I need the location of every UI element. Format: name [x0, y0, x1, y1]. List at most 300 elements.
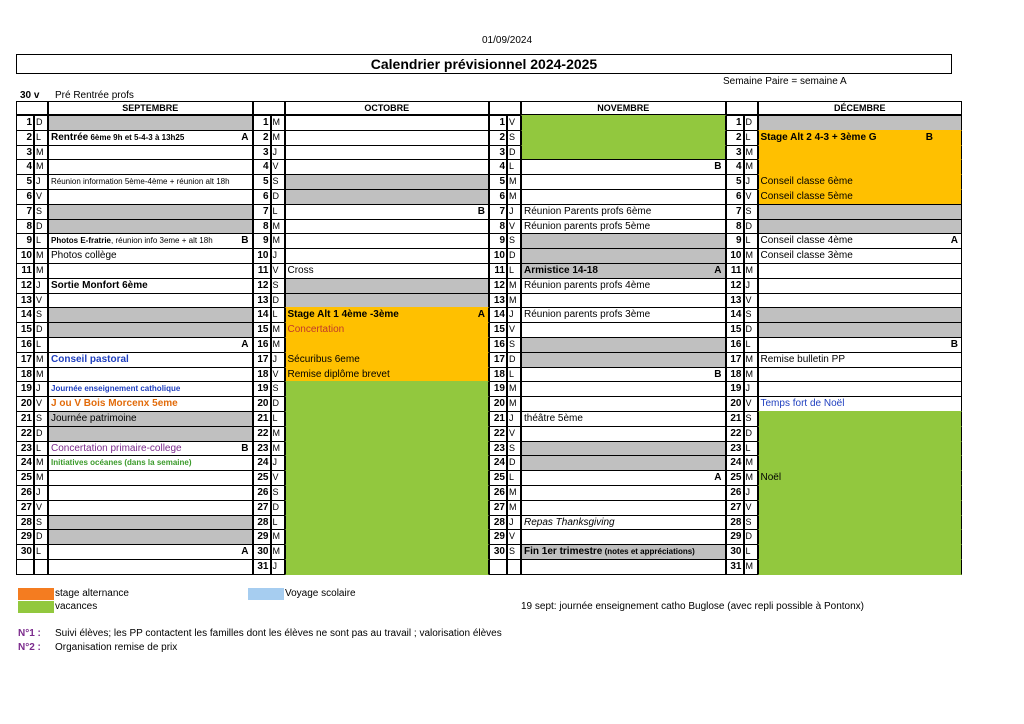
day-event-cell: [48, 219, 253, 235]
day-number: 21: [489, 411, 507, 427]
month-header-spacer: [489, 101, 521, 115]
day-of-week: M: [271, 544, 285, 560]
day-of-week: L: [34, 441, 48, 457]
day-number: 27: [489, 500, 507, 516]
day-event-cell: [285, 278, 490, 294]
day-event-cell: [285, 544, 490, 560]
day-number: 19: [16, 381, 34, 397]
day-event-cell: [285, 204, 490, 220]
day-number: 14: [726, 307, 744, 323]
day-event-cell: [758, 159, 963, 175]
day-number: 13: [253, 293, 271, 309]
day-event-cell: [521, 441, 726, 457]
day-event-cell: [521, 485, 726, 501]
event-text: Cross: [287, 265, 314, 276]
day-number: 16: [489, 337, 507, 353]
day-event-cell: [758, 293, 963, 309]
day-of-week: J: [744, 485, 758, 501]
day-event-cell: [521, 544, 726, 560]
day-event-cell: [521, 130, 726, 146]
day-of-week: S: [271, 278, 285, 294]
day-number: 20: [489, 396, 507, 412]
day-event-cell: [285, 352, 490, 368]
day-event-cell: [758, 248, 963, 264]
day-event-cell: [758, 233, 963, 249]
event-text: Temps fort de Noël: [760, 398, 845, 410]
day-number: 22: [253, 426, 271, 442]
day-event-cell: [285, 159, 490, 175]
day-event-cell: [48, 293, 253, 309]
month-header: DÉCEMBRE: [758, 101, 963, 115]
day-event-cell: [48, 544, 253, 560]
day-event-cell: [48, 367, 253, 383]
event-text: Rentrée: [51, 131, 89, 143]
legend-vacances-swatch: [18, 601, 54, 613]
note-19-sept: 19 sept: journée enseignement catho Buglose (avec repli possible à Pontonx): [521, 601, 864, 612]
day-number: 18: [726, 367, 744, 383]
day-number: 2: [253, 130, 271, 146]
event-text: Concertation primaire-college: [51, 442, 182, 454]
day-of-week: M: [507, 278, 521, 294]
week-letter: B: [950, 339, 958, 350]
day-of-week: M: [744, 145, 758, 161]
day-of-week: D: [744, 426, 758, 442]
day-of-week: M: [34, 145, 48, 161]
event-text: Journée enseignement catholique: [51, 384, 181, 394]
day-of-week: V: [744, 293, 758, 309]
day-of-week: S: [744, 307, 758, 323]
day-event-cell: [48, 263, 253, 279]
week-letter: B: [241, 442, 249, 454]
day-number: 2: [489, 130, 507, 146]
day-number: 23: [16, 441, 34, 457]
day-of-week: S: [34, 307, 48, 323]
event-text: Réunion parents profs 3ème: [524, 309, 651, 321]
day-number: [489, 559, 507, 575]
day-number: 21: [253, 411, 271, 427]
day-of-week: S: [744, 515, 758, 531]
event-text: Réunion information 5ème-4ème + réunion alt 18h: [51, 177, 230, 187]
day-event-cell: [521, 337, 726, 353]
day-number: 7: [253, 204, 271, 220]
day-event-cell: [48, 485, 253, 501]
day-event-cell: [285, 367, 490, 383]
day-event-cell: [521, 411, 726, 427]
day-of-week: L: [744, 544, 758, 560]
month-header-spacer: [16, 101, 48, 115]
day-number: 28: [253, 515, 271, 531]
day-number: 26: [16, 485, 34, 501]
day-number: 1: [253, 115, 271, 131]
day-number: 26: [253, 485, 271, 501]
day-event-cell: [521, 219, 726, 235]
event-text-detail: 6ème 9h et 5-4-3 à 13h25: [88, 132, 185, 142]
day-number: 9: [253, 233, 271, 249]
day-event-cell: [521, 322, 726, 338]
day-event-cell: [758, 174, 963, 190]
day-of-week: S: [34, 411, 48, 427]
day-number: 25: [489, 470, 507, 486]
day-of-week: M: [271, 130, 285, 146]
day-of-week: D: [34, 426, 48, 442]
week-letter: A: [714, 472, 722, 484]
day-number: 3: [489, 145, 507, 161]
day-event-cell: [48, 455, 253, 471]
day-of-week: M: [34, 248, 48, 264]
day-number: 29: [253, 529, 271, 545]
week-letter: B: [714, 161, 722, 173]
day-event-cell: [758, 189, 963, 205]
legend-stage-swatch: [18, 588, 54, 600]
week-letter: B: [925, 131, 933, 143]
day-number: 17: [16, 352, 34, 368]
event-text: Initiatives océanes (dans la semaine): [51, 458, 192, 468]
day-event-cell: [285, 559, 490, 575]
day-of-week: V: [507, 219, 521, 235]
day-of-week: L: [507, 159, 521, 175]
day-of-week: D: [507, 455, 521, 471]
day-of-week: J: [507, 515, 521, 531]
day-of-week: M: [744, 159, 758, 175]
day-event-cell: [758, 441, 963, 457]
day-event-cell: [758, 559, 963, 575]
day-of-week: J: [34, 174, 48, 190]
day-event-cell: [48, 559, 253, 575]
day-of-week: D: [744, 219, 758, 235]
day-of-week: L: [34, 130, 48, 146]
day-number: 3: [726, 145, 744, 161]
day-event-cell: [758, 396, 963, 412]
day-of-week: D: [507, 352, 521, 368]
event-text: Conseil classe 3ème: [760, 250, 853, 262]
day-of-week: M: [34, 470, 48, 486]
day-of-week: M: [34, 367, 48, 383]
day-of-week: M: [507, 396, 521, 412]
day-of-week: J: [271, 352, 285, 368]
day-number: 19: [489, 381, 507, 397]
document-date: 01/09/2024: [482, 35, 533, 46]
day-number: 27: [726, 500, 744, 516]
day-event-cell: [758, 115, 963, 131]
day-number: 4: [726, 159, 744, 175]
day-of-week: V: [507, 529, 521, 545]
day-of-week: M: [507, 485, 521, 501]
day-event-cell: [48, 411, 253, 427]
day-of-week: L: [34, 233, 48, 249]
day-number: 23: [489, 441, 507, 457]
event-text: Conseil classe 5ème: [760, 191, 853, 202]
day-event-cell: [285, 441, 490, 457]
day-number: 10: [489, 248, 507, 264]
month-header-spacer: [253, 101, 285, 115]
day-number: 26: [489, 485, 507, 501]
day-event-cell: [285, 189, 490, 205]
event-text: Photos E-fratrie: [51, 236, 112, 246]
day-event-cell: [758, 455, 963, 471]
day-number: 29: [726, 529, 744, 545]
day-event-cell: [758, 411, 963, 427]
day-number: 9: [16, 233, 34, 249]
day-number: 22: [489, 426, 507, 442]
day-event-cell: [48, 322, 253, 338]
day-of-week: V: [271, 367, 285, 383]
day-of-week: D: [744, 322, 758, 338]
day-event-cell: [521, 396, 726, 412]
day-event-cell: [48, 174, 253, 190]
day-number: 14: [253, 307, 271, 323]
day-number: 12: [726, 278, 744, 294]
day-of-week: S: [507, 337, 521, 353]
day-number: 20: [253, 396, 271, 412]
day-event-cell: [521, 529, 726, 545]
event-text: Conseil pastoral: [51, 353, 129, 365]
pre-rentree-label: Pré Rentrée profs: [55, 90, 134, 101]
day-of-week: M: [271, 219, 285, 235]
day-of-week: V: [34, 396, 48, 412]
day-event-cell: [521, 204, 726, 220]
day-of-week: M: [34, 352, 48, 368]
day-number: 19: [253, 381, 271, 397]
day-event-cell: [521, 263, 726, 279]
day-number: 7: [726, 204, 744, 220]
week-letter: B: [241, 235, 249, 247]
day-number: 10: [253, 248, 271, 264]
day-event-cell: [521, 189, 726, 205]
day-number: 16: [253, 337, 271, 353]
day-number: 29: [489, 529, 507, 545]
day-event-cell: [758, 337, 963, 353]
day-event-cell: [48, 233, 253, 249]
day-of-week: D: [34, 115, 48, 131]
day-of-week: M: [744, 352, 758, 368]
day-event-cell: [285, 500, 490, 516]
day-of-week: V: [34, 189, 48, 205]
day-of-week: D: [271, 189, 285, 205]
day-event-cell: [48, 426, 253, 442]
day-of-week: D: [271, 293, 285, 309]
day-number: 31: [253, 559, 271, 575]
week-letter: B: [477, 205, 485, 217]
day-event-cell: [285, 130, 490, 146]
day-number: 28: [16, 515, 34, 531]
event-text: Remise bulletin PP: [760, 353, 845, 365]
day-event-cell: [285, 219, 490, 235]
day-event-cell: [285, 515, 490, 531]
day-number: 17: [253, 352, 271, 368]
pre-rentree-day: 30 v: [20, 90, 40, 101]
day-number: [16, 559, 34, 575]
day-event-cell: [521, 159, 726, 175]
day-event-cell: [48, 204, 253, 220]
event-text: Conseil classe 4ème: [760, 235, 853, 247]
day-number: 23: [726, 441, 744, 457]
day-of-week: M: [34, 159, 48, 175]
day-of-week: J: [507, 411, 521, 427]
day-event-cell: [521, 559, 726, 575]
day-event-cell: [521, 367, 726, 383]
day-number: 22: [16, 426, 34, 442]
day-number: 16: [726, 337, 744, 353]
event-text: Réunion parents profs 4ème: [524, 279, 651, 291]
event-text: Réunion Parents profs 6ème: [524, 205, 652, 217]
event-text: Armistice 14-18: [524, 265, 598, 276]
day-number: 8: [253, 219, 271, 235]
day-of-week: D: [34, 529, 48, 545]
day-number: 24: [16, 455, 34, 471]
day-of-week: S: [271, 174, 285, 190]
day-event-cell: [758, 426, 963, 442]
week-letter: A: [241, 131, 249, 143]
day-number: 7: [16, 204, 34, 220]
month-header: OCTOBRE: [285, 101, 490, 115]
day-of-week: M: [507, 500, 521, 516]
day-of-week: J: [744, 278, 758, 294]
day-event-cell: [521, 352, 726, 368]
day-event-cell: [285, 293, 490, 309]
day-of-week: L: [271, 515, 285, 531]
day-of-week: V: [34, 293, 48, 309]
day-number: 20: [16, 396, 34, 412]
day-of-week: [507, 559, 521, 575]
day-of-week: J: [507, 307, 521, 323]
day-number: 7: [489, 204, 507, 220]
day-event-cell: [521, 145, 726, 161]
event-text: Repas Thanksgiving: [524, 516, 615, 528]
event-text: Conseil classe 6ème: [760, 176, 853, 188]
day-event-cell: [285, 307, 490, 323]
day-event-cell: [48, 352, 253, 368]
day-of-week: S: [507, 130, 521, 146]
day-of-week: M: [744, 559, 758, 575]
day-number: 15: [489, 322, 507, 338]
day-event-cell: [48, 381, 253, 397]
event-text: Noël: [760, 472, 782, 484]
day-of-week: L: [507, 367, 521, 383]
day-of-week: D: [507, 145, 521, 161]
day-of-week: V: [271, 159, 285, 175]
day-number: 26: [726, 485, 744, 501]
day-of-week: M: [34, 263, 48, 279]
day-of-week: M: [34, 455, 48, 471]
day-of-week: M: [271, 337, 285, 353]
day-number: 2: [16, 130, 34, 146]
day-of-week: D: [507, 248, 521, 264]
day-of-week: D: [744, 115, 758, 131]
week-letter: A: [714, 265, 722, 276]
day-number: 4: [253, 159, 271, 175]
day-of-week: M: [744, 455, 758, 471]
day-of-week: S: [271, 381, 285, 397]
day-event-cell: [48, 130, 253, 146]
day-number: 20: [726, 396, 744, 412]
event-text: Fin 1er trimestre: [524, 546, 603, 558]
day-of-week: M: [271, 115, 285, 131]
day-of-week: V: [744, 500, 758, 516]
day-number: 18: [489, 367, 507, 383]
legend-voyage-label: Voyage scolaire: [285, 588, 356, 599]
week-letter: A: [241, 339, 249, 350]
week-letter: A: [241, 546, 249, 558]
event-text: Remise diplôme brevet: [287, 368, 390, 380]
day-number: 13: [726, 293, 744, 309]
day-of-week: M: [271, 529, 285, 545]
day-event-cell: [521, 115, 726, 131]
day-number: 27: [253, 500, 271, 516]
day-of-week: D: [271, 500, 285, 516]
day-of-week: S: [34, 515, 48, 531]
day-event-cell: [521, 293, 726, 309]
day-event-cell: [758, 204, 963, 220]
day-of-week: M: [744, 470, 758, 486]
day-event-cell: [758, 322, 963, 338]
day-event-cell: [758, 381, 963, 397]
day-event-cell: [758, 307, 963, 323]
day-number: 12: [16, 278, 34, 294]
day-number: 16: [16, 337, 34, 353]
day-number: 9: [489, 233, 507, 249]
day-number: 5: [253, 174, 271, 190]
day-event-cell: [285, 322, 490, 338]
day-of-week: S: [271, 485, 285, 501]
week-letter: B: [714, 368, 722, 380]
day-number: 1: [16, 115, 34, 131]
note-1-text: Suivi élèves; les PP contactent les familles dont les élèves ne sont pas au travail ; valorisation élèves: [55, 628, 502, 639]
event-text: théâtre 5ème: [524, 413, 583, 424]
day-number: 19: [726, 381, 744, 397]
day-event-cell: [285, 411, 490, 427]
day-number: 8: [726, 219, 744, 235]
day-event-cell: [48, 441, 253, 457]
day-of-week: V: [744, 189, 758, 205]
day-number: 15: [253, 322, 271, 338]
day-number: 6: [253, 189, 271, 205]
day-number: 11: [253, 263, 271, 279]
day-of-week: L: [744, 233, 758, 249]
day-of-week: M: [271, 322, 285, 338]
day-number: 3: [253, 145, 271, 161]
day-number: 29: [16, 529, 34, 545]
day-event-cell: [48, 500, 253, 516]
day-of-week: S: [744, 411, 758, 427]
day-number: 13: [489, 293, 507, 309]
day-event-cell: [758, 515, 963, 531]
week-letter: A: [950, 235, 958, 247]
day-number: 25: [16, 470, 34, 486]
day-number: 18: [16, 367, 34, 383]
event-text: Journée patrimoine: [51, 413, 137, 424]
day-number: 30: [726, 544, 744, 560]
day-of-week: M: [744, 367, 758, 383]
month-header: SEPTEMBRE: [48, 101, 253, 115]
day-event-cell: [285, 381, 490, 397]
day-number: 5: [16, 174, 34, 190]
day-of-week: L: [507, 470, 521, 486]
day-number: 13: [16, 293, 34, 309]
day-of-week: M: [271, 441, 285, 457]
day-of-week: J: [271, 248, 285, 264]
day-event-cell: [285, 529, 490, 545]
day-event-cell: [521, 248, 726, 264]
day-event-cell: [758, 529, 963, 545]
day-of-week: M: [507, 293, 521, 309]
day-event-cell: [285, 455, 490, 471]
day-number: 28: [726, 515, 744, 531]
day-event-cell: [521, 455, 726, 471]
day-of-week: L: [744, 441, 758, 457]
day-event-cell: [285, 470, 490, 486]
day-number: 15: [16, 322, 34, 338]
day-number: 21: [16, 411, 34, 427]
